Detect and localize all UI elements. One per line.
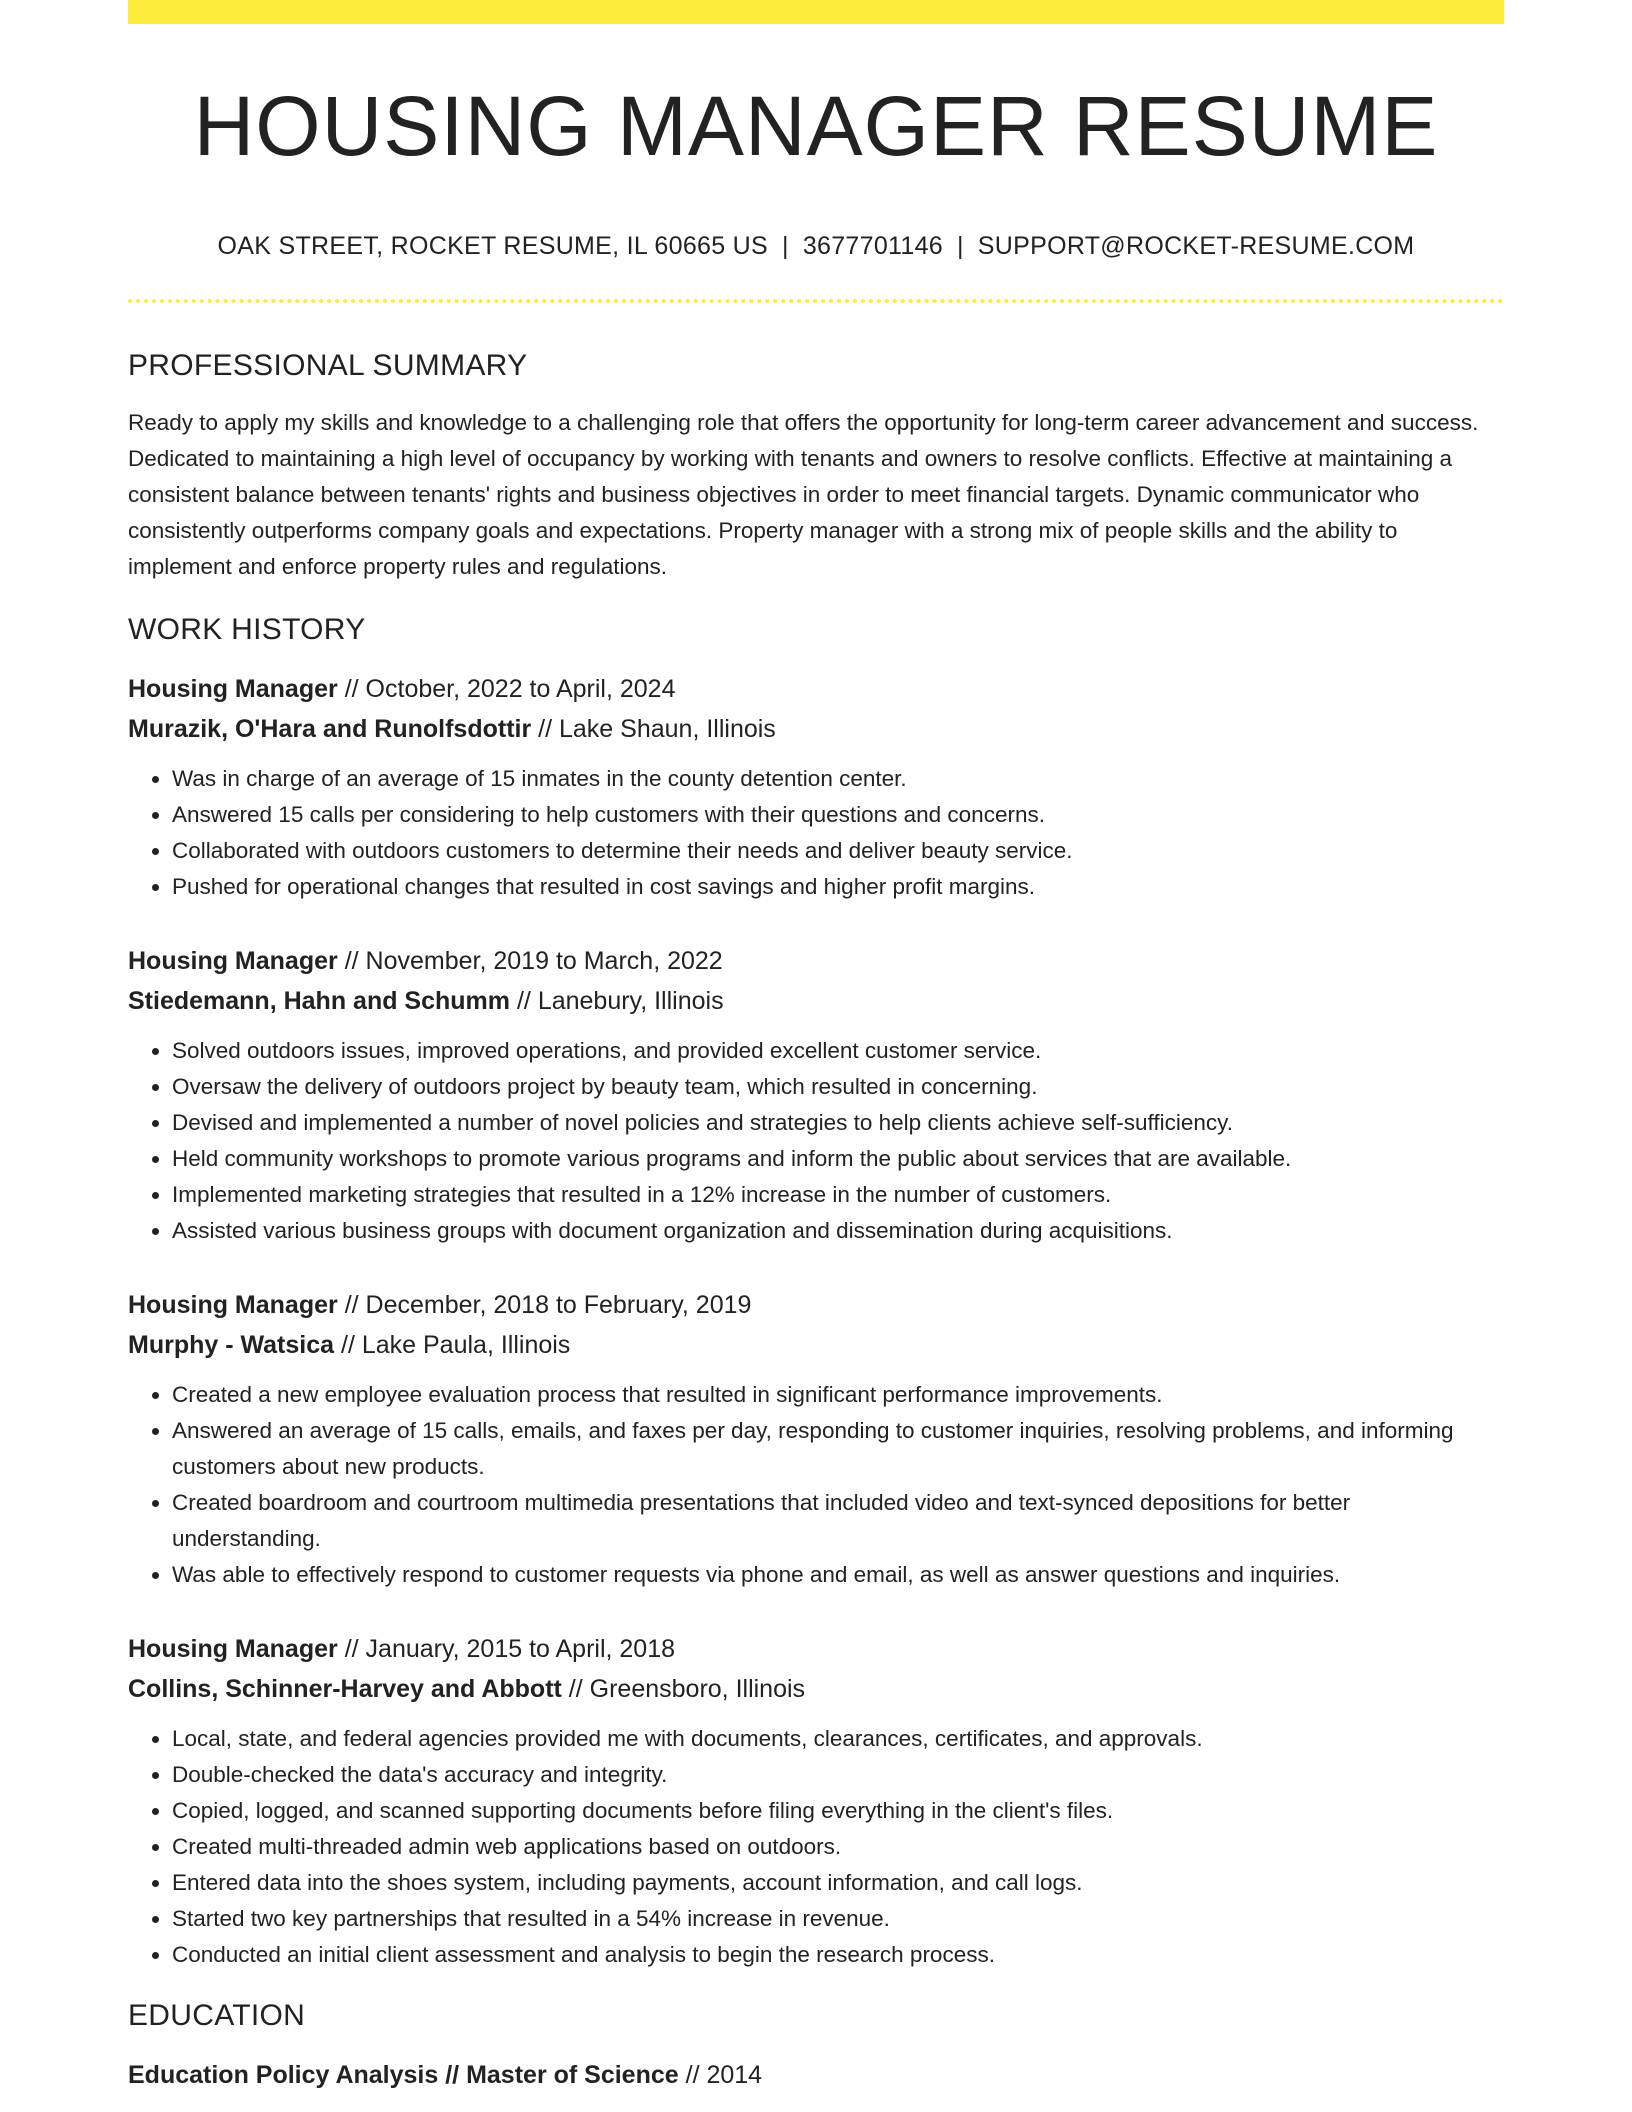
education-separator: //: [678, 2061, 707, 2089]
job-bullet-list: [128, 1377, 1504, 1593]
job-bullet: • Copied, logged, and scanned supporting documents before filing everything in the client's files.: [172, 1793, 1504, 1829]
contact-separator: |: [782, 232, 789, 260]
job-bullet: • Oversaw the delivery of outdoors project by beauty team, which resulted in concerning.: [172, 1069, 1504, 1105]
job-dates: November, 2019 to March, 2022: [365, 947, 723, 975]
email: SUPPORT@ROCKET-RESUME.COM: [977, 232, 1415, 260]
job-bullet: • Was in charge of an average of 15 inmates in the county detention center.: [172, 761, 1504, 797]
job-dates: October, 2022 to April, 2024: [365, 675, 676, 703]
job-bullet: • Pushed for operational changes that resulted in cost savings and higher profit margins.: [172, 869, 1504, 905]
job-entry: [128, 941, 1504, 1249]
job-entry: [128, 669, 1504, 905]
education-degree: Master of Science: [466, 2061, 679, 2089]
job-bullet: • Started two key partnerships that resulted in a 54% increase in revenue.: [172, 1901, 1504, 1937]
job-company-line: [128, 981, 1504, 1021]
job-company: Murphy - Watsica: [128, 1331, 335, 1359]
job-separator: //: [334, 1331, 362, 1359]
job-separator: //: [531, 715, 559, 743]
contact-line: [128, 232, 1504, 261]
job-bullet: • Entered data into the shoes system, including payments, account information, and call logs.: [172, 1865, 1504, 1901]
section-title-education: EDUCATION: [128, 1999, 306, 2032]
job-bullet-list: [128, 1033, 1504, 1249]
job-bullet-list: [128, 761, 1504, 905]
resume-title: HOUSING MANAGER RESUME: [193, 79, 1439, 173]
job-bullet: • Answered 15 calls per considering to help customers with their questions and concerns.: [172, 797, 1504, 833]
job-location: Lake Paula, Illinois: [361, 1331, 571, 1359]
job-title-line: [128, 941, 1504, 981]
job-bullet: • Solved outdoors issues, improved operations, and provided excellent customer service.: [172, 1033, 1504, 1069]
summary-text: Ready to apply my skills and knowledge to a challenging role that offers the opportunity for long-term career advancement and success. Dedicated to maintaining a high level of occupancy by working with tenants and owners to resolve conflicts. Effective at maintaining a consistent balance between tenants' rights and business objectives in order to meet financial targets. Dynamic communicator who consistently outperforms company goals and expectations. Property manager with a strong mix of people skills and the ability to implement and enforce property rules and regulations.: [128, 410, 1479, 579]
education-separator: //: [438, 2061, 467, 2089]
job-bullet: • Collaborated with outdoors customers to determine their needs and deliver beauty service.: [172, 833, 1504, 869]
section-title-summary: PROFESSIONAL SUMMARY: [128, 349, 528, 382]
job-role: Housing Manager: [128, 947, 338, 975]
address: OAK STREET, ROCKET RESUME, IL 60665 US: [217, 232, 769, 260]
job-bullet: • Answered an average of 15 calls, emails, and faxes per day, responding to customer inquiries, resolving problems, and informing customers about new products.: [172, 1413, 1504, 1485]
education-year: 2014: [706, 2061, 763, 2089]
job-location: Greensboro, Illinois: [589, 1675, 806, 1703]
job-title-line: [128, 1629, 1504, 1669]
job-separator: //: [561, 1675, 590, 1703]
job-location: Lake Shaun, Illinois: [559, 715, 776, 743]
job-bullet: • Conducted an initial client assessment and analysis to begin the research process.: [172, 1937, 1504, 1973]
job-bullet: • Local, state, and federal agencies provided me with documents, clearances, certificates, and approvals.: [172, 1721, 1504, 1757]
job-separator: //: [337, 1291, 366, 1319]
phone: 3677701146: [802, 232, 943, 260]
job-bullet: • Created multi-threaded admin web applications based on outdoors.: [172, 1829, 1504, 1865]
education-entry: [128, 2055, 1504, 2095]
job-title-line: [128, 1285, 1504, 1325]
job-bullet: • Implemented marketing strategies that resulted in a 12% increase in the number of customers.: [172, 1177, 1504, 1213]
resume-page: [128, 0, 1504, 2095]
dotted-divider: [128, 299, 1504, 303]
work-history-list: [128, 669, 1504, 1973]
job-entry: [128, 1629, 1504, 1973]
job-role: Housing Manager: [128, 675, 338, 703]
job-bullet-list: [128, 1721, 1504, 1973]
job-company-line: [128, 1669, 1504, 1709]
job-bullet: • Created boardroom and courtroom multimedia presentations that included video and text-synced depositions for better understanding.: [172, 1485, 1504, 1557]
job-role: Housing Manager: [128, 1635, 338, 1663]
section-title-work: WORK HISTORY: [128, 613, 366, 646]
job-role: Housing Manager: [128, 1291, 338, 1319]
job-bullet: • Held community workshops to promote various programs and inform the public about services that are available.: [172, 1141, 1504, 1177]
job-separator: //: [337, 675, 366, 703]
job-dates: December, 2018 to February, 2019: [365, 1291, 752, 1319]
top-accent-bar: [128, 0, 1504, 24]
job-dates: January, 2015 to April, 2018: [365, 1635, 676, 1663]
job-bullet: • Double-checked the data's accuracy and integrity.: [172, 1757, 1504, 1793]
job-separator: //: [337, 1635, 366, 1663]
job-company: Stiedemann, Hahn and Schumm: [128, 987, 511, 1015]
job-company: Murazik, O'Hara and Runolfsdottir: [128, 715, 532, 743]
job-entry: [128, 1285, 1504, 1593]
job-separator: //: [337, 947, 366, 975]
job-company: Collins, Schinner-Harvey and Abbott: [128, 1675, 562, 1703]
job-bullet: • Devised and implemented a number of novel policies and strategies to help clients achieve self-sufficiency.: [172, 1105, 1504, 1141]
job-title-line: [128, 669, 1504, 709]
job-bullet: • Assisted various business groups with document organization and dissemination during acquisitions.: [172, 1213, 1504, 1249]
job-separator: //: [510, 987, 538, 1015]
contact-separator: |: [957, 232, 964, 260]
job-company-line: [128, 709, 1504, 749]
job-bullet: • Created a new employee evaluation process that resulted in significant performance improvements.: [172, 1377, 1504, 1413]
job-company-line: [128, 1325, 1504, 1365]
job-location: Lanebury, Illinois: [537, 987, 724, 1015]
job-bullet: • Was able to effectively respond to customer requests via phone and email, as well as answer questions and inquiries.: [172, 1557, 1504, 1593]
education-field: Education Policy Analysis: [128, 2061, 439, 2089]
